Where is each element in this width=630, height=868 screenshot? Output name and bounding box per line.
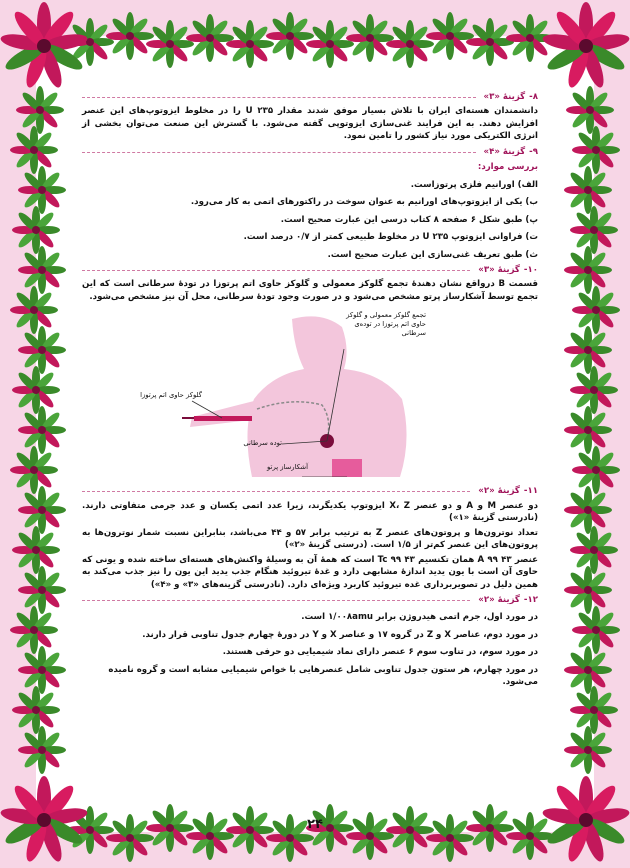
explanation-item: در مورد دوم، عناصر X و Z در گروه ۱۷ و عناصر X و Y در دورهٔ چهارم جدول تناوبی قرار دارند. <box>142 629 538 640</box>
explanation-item: در مورد سوم، در تناوب سوم ۶ عنصر دارای نماد شیمیایی دو حرفی هستند. <box>222 647 538 658</box>
figure-label-top: تجمع گلوکز معمولی و گلوکز حاوی اتم پرتوزا در توده‌ی سرطانی <box>346 311 426 337</box>
answer-option: گزینهٔ «۳» <box>483 92 526 102</box>
answer-option: گزینهٔ «۴» <box>483 146 526 157</box>
review-title: بررسی موارد: <box>477 162 538 173</box>
review-item: ت) فراوانی ایزوتوپ U ۲۳۵ در مخلوط طبیعی کمتر از ۰/۷ درصد است. <box>243 232 538 243</box>
question-11-para-2: تعداد نوترون‌ها و پروتون‌های عنصر Z به ترتیب برابر ۵۷ و ۴۴ می‌باشد، بنابراین نسبت شمار نوترون‌ها به پروتون‌های این عنصر کم‌تر از ۱/۵ است. (درستی گزینهٔ «۲») <box>82 527 539 551</box>
answer-option: گزینهٔ «۳» <box>478 264 520 275</box>
explanation-item: در مورد اول، جرم اتمی هیدروژن برابر ۱/۰۰۸amu است. <box>301 612 538 623</box>
question-10-header <box>82 264 538 276</box>
review-item: الف) اورانیم فلزی پرتوزاست. <box>410 179 538 190</box>
explanation-item: در مورد چهارم، هر ستون جدول تناوبی شامل عنصرهایی با خواص شیمیایی مشابه است و گروه نامیده می‌شود. <box>108 664 538 688</box>
review-item: ب) یکی از ایزوتوپ‌های اورانیم به عنوان سوخت در راکتورهای اتمی به کار می‌رود. <box>190 197 538 208</box>
question-9-header <box>82 146 538 158</box>
divider <box>82 97 476 98</box>
question-8-text: دانشمندان هسته‌ای ایران با تلاش بسیار موفق شدند مقدار U ۲۳۵ را در مخلوط ایزوتوپ‌های این عنصر افزایش دهند. به این فرایند غنی‌سازی ایزوتوپی گفته می‌شود. با گسترش این صنعت می‌توان بخشی از انرژی الکتریکی مورد نیاز کشور را تامین نمود. <box>82 106 538 142</box>
question-11-header <box>82 485 538 497</box>
figure-label-bottom: آشکارساز پرتو <box>267 463 308 472</box>
review-item: پ) طبق شکل ۶ صفحه ۸ کتاب درسی این عبارت صحیح است. <box>280 214 538 225</box>
divider <box>82 152 476 153</box>
review-item: ث) طبق تعریف غنی‌سازی این عبارت صحیح است. <box>327 249 538 260</box>
figure-label-left: گلوکز حاوی اتم پرتوزا <box>140 391 202 400</box>
divider <box>82 600 470 601</box>
divider <box>82 491 470 492</box>
question-11-para-1: دو عنصر M و A و دو عنصر X، Z ایزوتوپ یکدیگرند، زیرا عدد اتمی یکسان و عدد جرمی متفاوتی دارند. (نادرستی گزینهٔ «۱») <box>82 500 539 524</box>
question-number: ۹- <box>529 146 538 157</box>
question-11-para-3: عنصر A ۹۹ ۴۳ همان تکنسیم Tc ۹۹ ۴۳ است که همهٔ آن به وسیلهٔ واکنش‌های هسته‌ای ساخته شده و یونی که حاوی آن است با یون یدید اندازهٔ مشابهی دارد و غدهٔ تیروئید هنگام جذب یدید این یون را نیز جذب می‌کند به همین دلیل در تصویربرداری غده تیروئید کاربرد ویژه‌ای دارد. (نادرستی گزینه‌های «۳» و «۴») <box>82 554 539 590</box>
question-number: ۱۰- <box>523 264 538 275</box>
figure-label-middle: توده سرطانی <box>243 439 282 448</box>
question-10-text: قسمت B درواقع نشان دهندهٔ تجمع گلوکز معمولی و گلوکز حاوی اتم پرتوزا در تودهٔ سرطانی است که این تجمع توسط آشکارساز پرتو مشخص می‌شود و در صورت وجود تودهٔ سرطانی، محل آن نیز مشخص می‌شود. <box>82 279 539 302</box>
answer-option: گزینهٔ «۲» <box>478 594 520 605</box>
divider <box>82 270 470 271</box>
question-number: ۱۲- <box>523 594 538 605</box>
answer-option: گزینهٔ «۲» <box>478 486 520 497</box>
page-content <box>82 88 538 828</box>
question-number: ۸- <box>529 92 538 102</box>
pet-scan-figure <box>82 309 538 477</box>
page-number: ۲۴ <box>307 817 323 832</box>
question-12-header <box>82 594 538 606</box>
question-number: ۱۱- <box>523 486 538 497</box>
question-8-header <box>82 91 538 103</box>
